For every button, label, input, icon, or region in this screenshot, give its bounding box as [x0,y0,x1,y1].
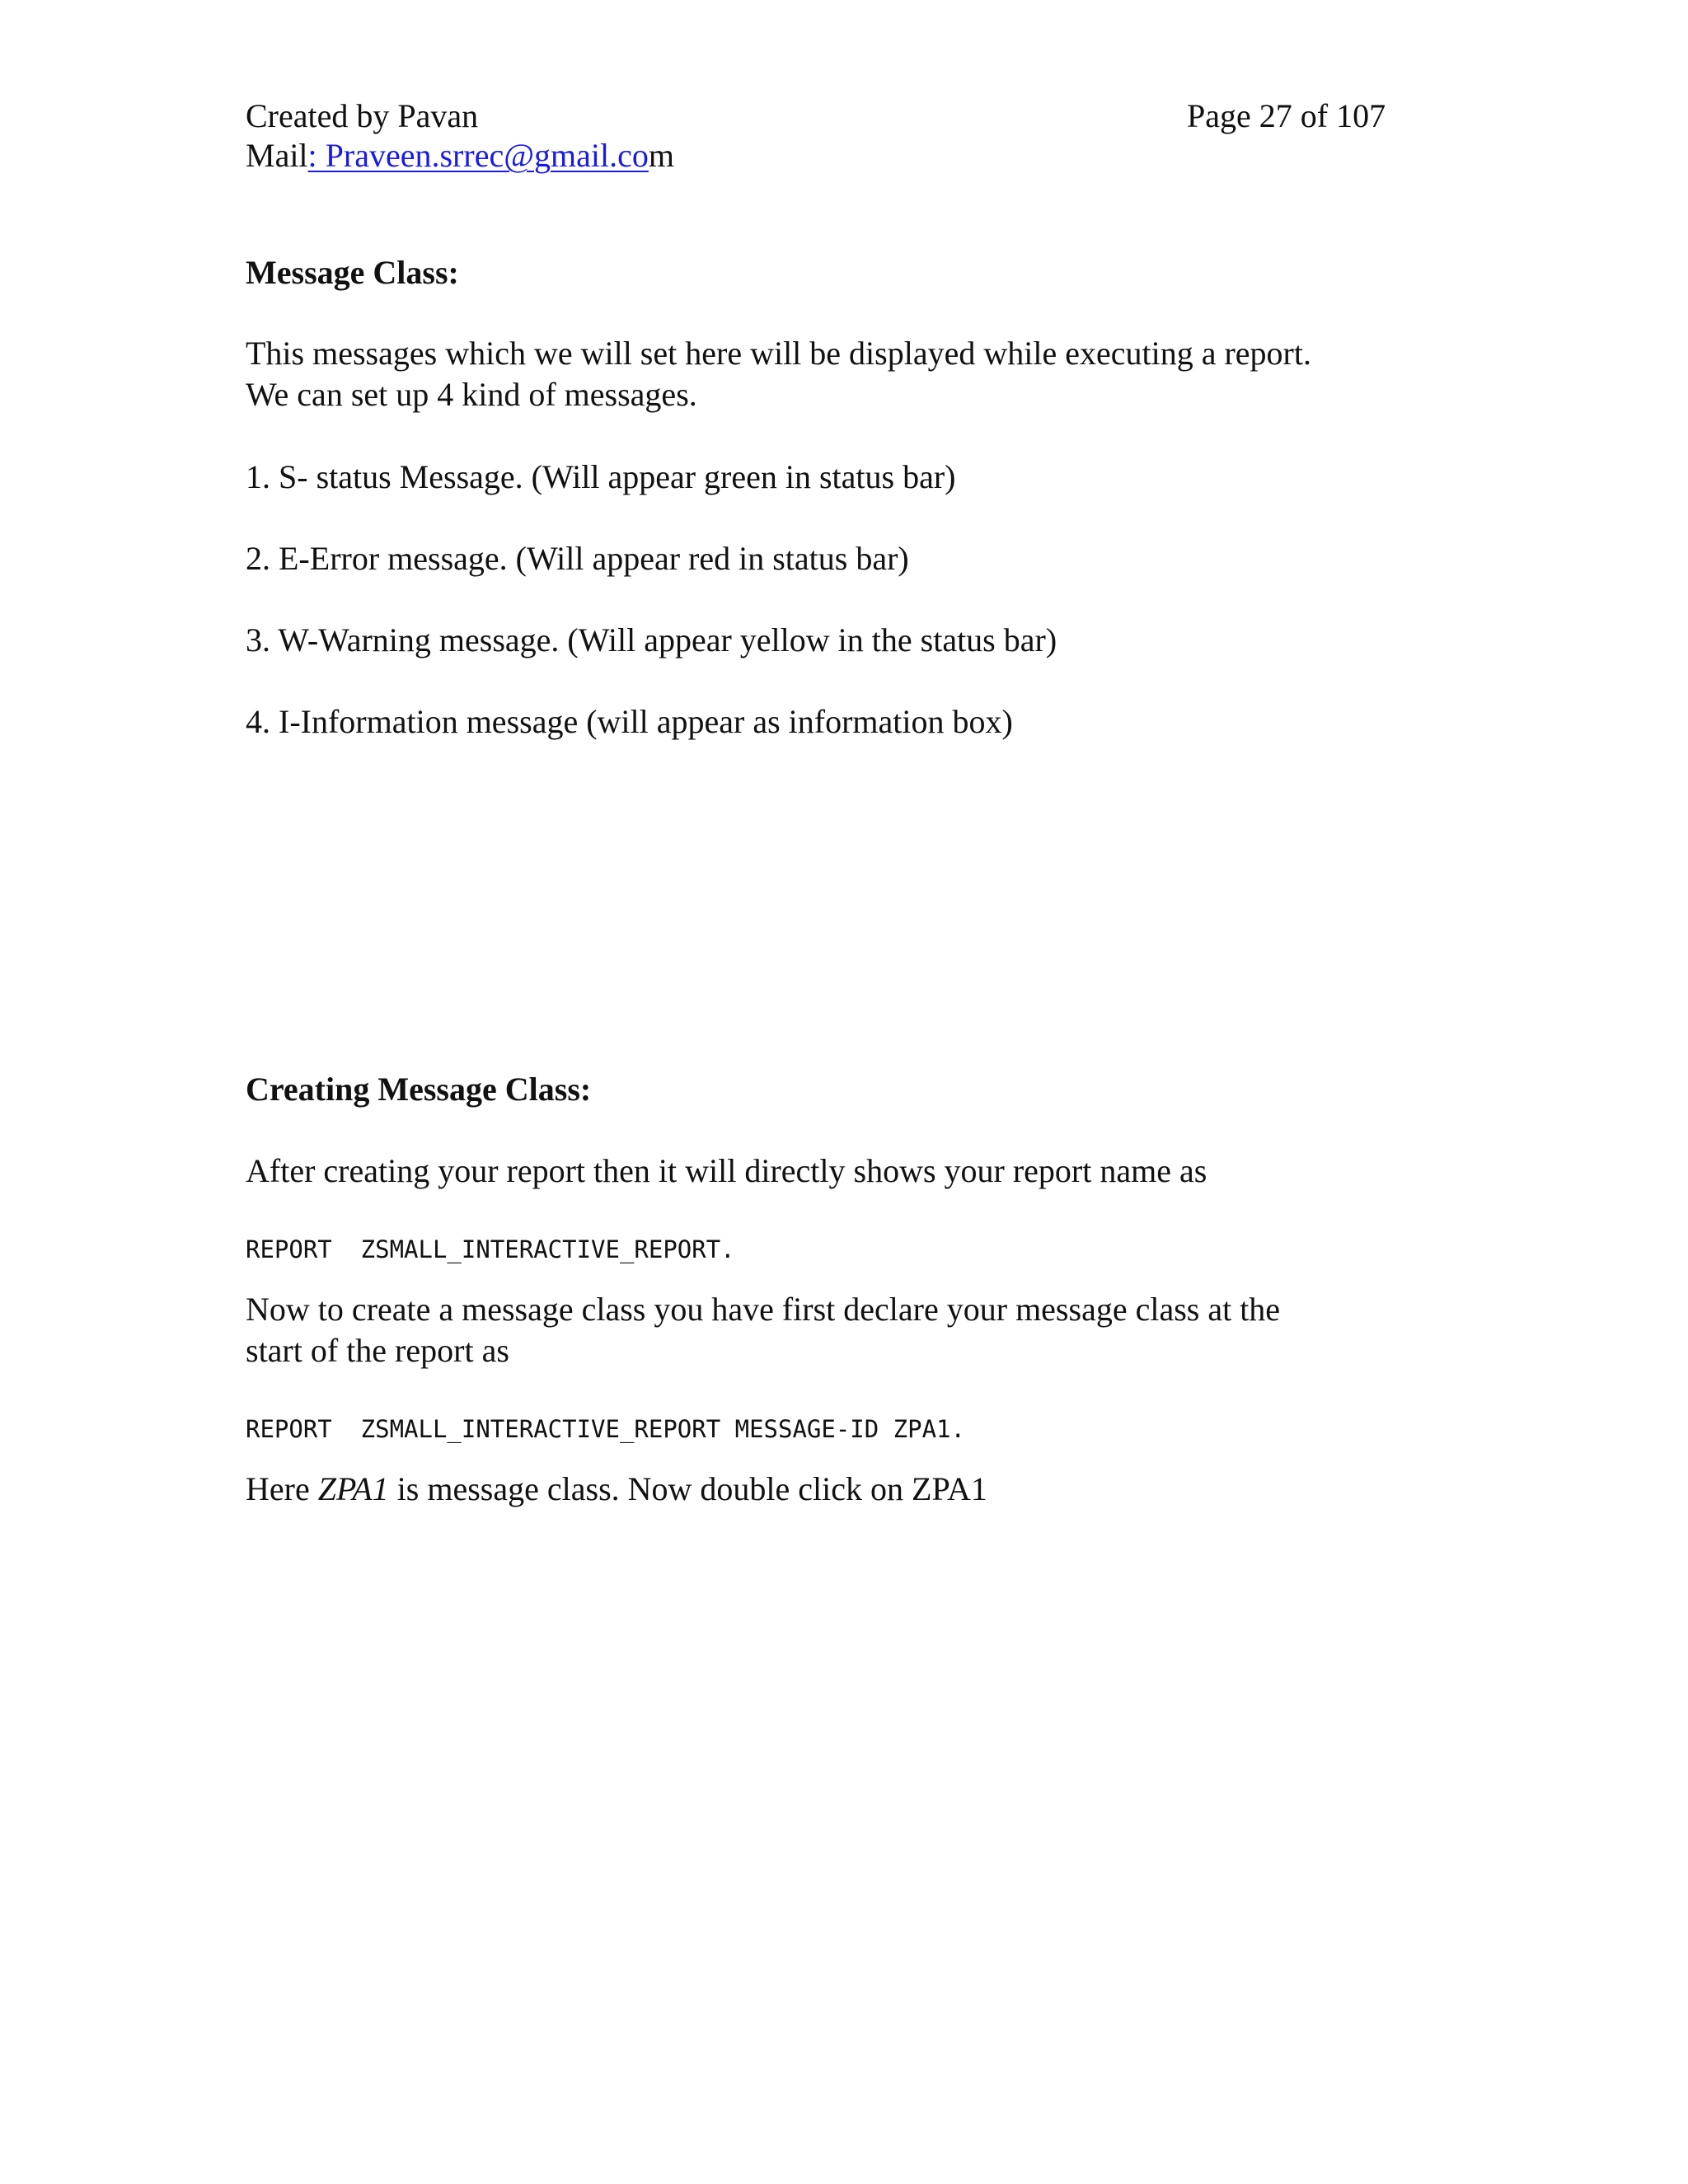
list-item-error: 2. E-Error message. (Will appear red in status bar) [246,540,909,577]
intro-line-1: This messages which we will set here will be displayed while executing a report. [246,335,1311,372]
list-item-information: 4. I-Information message (will appear as information box) [246,703,1013,740]
para-here-zpa1 [246,1469,987,1510]
para-create-line-2: start of the report as [246,1332,509,1369]
created-by-text: Created by Pavan [246,97,479,134]
para-here-prefix: Here [246,1470,318,1507]
code-report-line: REPORT ZSMALL_INTERACTIVE_REPORT. [246,1235,735,1263]
list-item-status: 1. S- status Message. (Will appear green in status bar) [246,458,956,495]
mail-suffix: m [648,137,675,174]
list-item-warning: 3. W-Warning message. (Will appear yellow in the status bar) [246,621,1057,658]
code-report-message-id: REPORT ZSMALL_INTERACTIVE_REPORT MESSAGE-ID ZPA1. [246,1415,965,1443]
mail-label: Mail [246,137,308,174]
section-heading-message-class: Message Class: [246,254,459,291]
para-after-creating: After creating your report then it will directly shows your report name as [246,1152,1207,1189]
message-class-name: ZPA1 [317,1470,389,1507]
mail-link[interactable]: : Praveen.srrec@gmail.co [307,137,649,174]
mail-line [246,135,674,176]
section-heading-creating-message-class: Creating Message Class: [246,1071,592,1108]
intro-line-2: We can set up 4 kind of messages. [246,376,697,413]
para-here-suffix: is message class. Now double click on ZPA1 [388,1470,987,1507]
para-create-line-1: Now to create a message class you have first declare your message class at the [246,1291,1281,1328]
page-number: Page 27 of 107 [1187,97,1386,134]
